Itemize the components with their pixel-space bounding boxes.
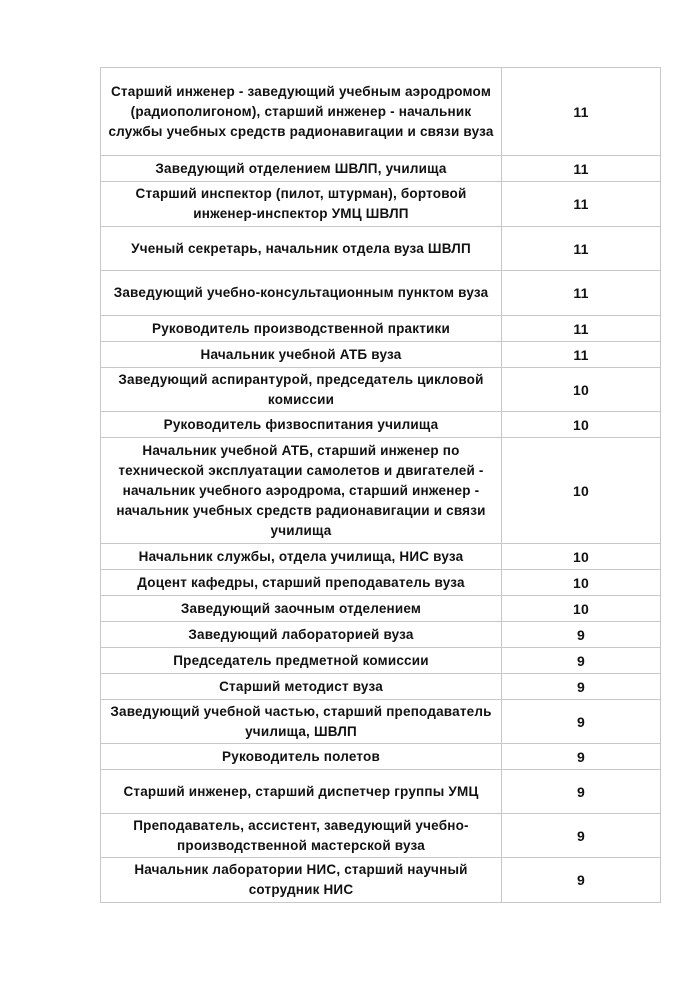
grade-cell: 10: [502, 544, 661, 570]
grade-cell: 11: [502, 227, 661, 271]
positions-table: [100, 67, 661, 903]
position-cell: Начальник учебной АТБ, старший инженер по технической эксплуатации самолетов и двигателей - начальник учебного аэродрома, старший инженер - начальник учебных средств радионавигации и связи училища: [101, 438, 502, 544]
table-row: [101, 271, 661, 316]
grade-cell: 11: [502, 271, 661, 316]
position-cell: Заведующий заочным отделением: [101, 596, 502, 622]
position-cell: Руководитель производственной практики: [101, 316, 502, 342]
grade-cell: 11: [502, 342, 661, 368]
grade-cell: 11: [502, 182, 661, 227]
position-cell: Начальник лаборатории НИС, старший научный сотрудник НИС: [101, 858, 502, 903]
position-cell: Заведующий лабораторией вуза: [101, 622, 502, 648]
positions-table-body: [101, 68, 661, 903]
grade-cell: 11: [502, 156, 661, 182]
table-row: [101, 700, 661, 744]
position-cell: Доцент кафедры, старший преподаватель вуза: [101, 570, 502, 596]
grade-cell: 9: [502, 700, 661, 744]
table-row: [101, 316, 661, 342]
position-cell: Заведующий учебной частью, старший преподаватель училища, ШВЛП: [101, 700, 502, 744]
position-cell: Председатель предметной комиссии: [101, 648, 502, 674]
position-cell: Старший инженер, старший диспетчер группы УМЦ: [101, 770, 502, 814]
position-cell: Заведующий учебно-консультационным пунктом вуза: [101, 271, 502, 316]
table-row: [101, 156, 661, 182]
table-row: [101, 622, 661, 648]
grade-cell: 11: [502, 68, 661, 156]
table-row: [101, 570, 661, 596]
table-row: [101, 412, 661, 438]
grade-cell: 9: [502, 770, 661, 814]
position-cell: Заведующий отделением ШВЛП, училища: [101, 156, 502, 182]
table-row: [101, 596, 661, 622]
table-row: [101, 744, 661, 770]
grade-cell: 9: [502, 814, 661, 858]
grade-cell: 9: [502, 648, 661, 674]
table-row: [101, 227, 661, 271]
table-row: [101, 544, 661, 570]
grade-cell: 10: [502, 368, 661, 412]
grade-cell: 9: [502, 858, 661, 903]
table-row: [101, 770, 661, 814]
grade-cell: 9: [502, 744, 661, 770]
position-cell: Старший инспектор (пилот, штурман), бортовой инженер-инспектор УМЦ ШВЛП: [101, 182, 502, 227]
grade-cell: 9: [502, 674, 661, 700]
grade-cell: 10: [502, 596, 661, 622]
position-cell: Старший методист вуза: [101, 674, 502, 700]
table-row: [101, 814, 661, 858]
table-row: [101, 858, 661, 903]
position-cell: Руководитель физвоспитания училища: [101, 412, 502, 438]
position-cell: Начальник учебной АТБ вуза: [101, 342, 502, 368]
grade-cell: 10: [502, 412, 661, 438]
grade-cell: 11: [502, 316, 661, 342]
table-row: [101, 674, 661, 700]
table-row: [101, 648, 661, 674]
position-cell: Ученый секретарь, начальник отдела вуза ШВЛП: [101, 227, 502, 271]
grade-cell: 10: [502, 570, 661, 596]
table-row: [101, 368, 661, 412]
position-cell: Заведующий аспирантурой, председатель цикловой комиссии: [101, 368, 502, 412]
table-row: [101, 182, 661, 227]
table-row: [101, 68, 661, 156]
position-cell: Руководитель полетов: [101, 744, 502, 770]
table-row: [101, 438, 661, 544]
grade-cell: 9: [502, 622, 661, 648]
table-row: [101, 342, 661, 368]
position-cell: Преподаватель, ассистент, заведующий учебно-производственной мастерской вуза: [101, 814, 502, 858]
position-cell: Старший инженер - заведующий учебным аэродромом (радиополигоном), старший инженер - начальник службы учебных средств радионавигации и связи вуза: [101, 68, 502, 156]
position-cell: Начальник службы, отдела училища, НИС вуза: [101, 544, 502, 570]
grade-cell: 10: [502, 438, 661, 544]
